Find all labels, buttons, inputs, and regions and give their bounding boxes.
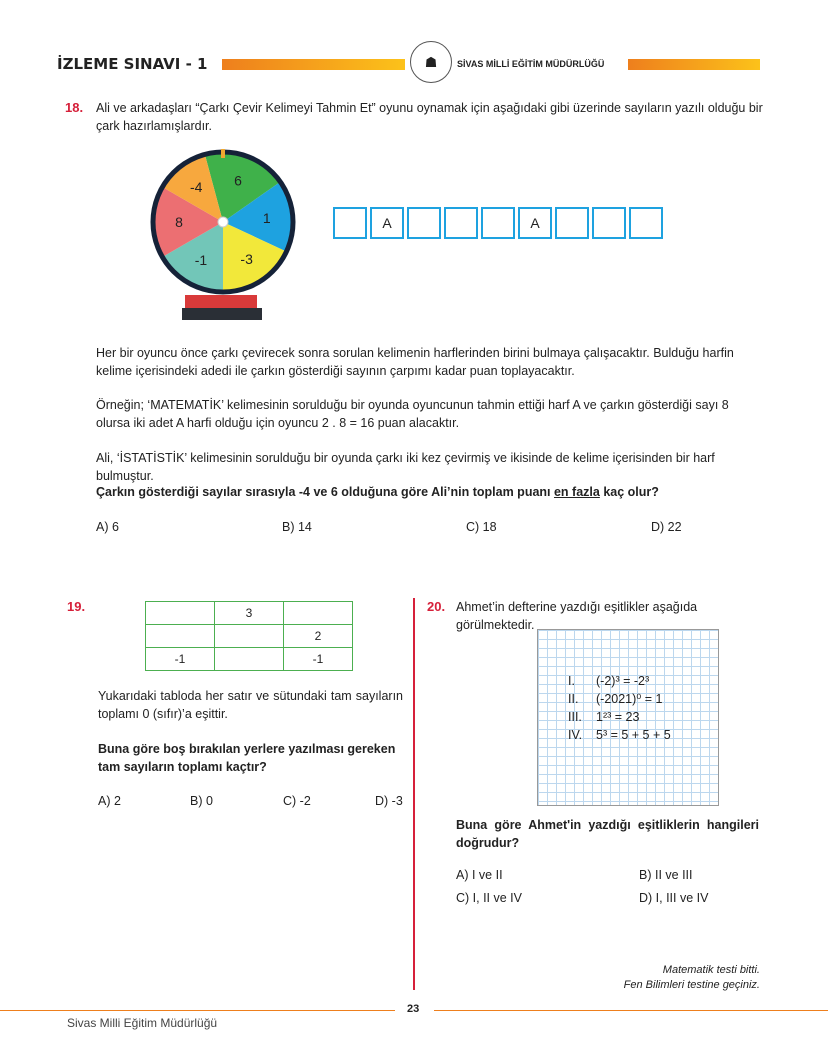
letter-box — [629, 207, 663, 239]
q20-intro: Ahmet’in defterine yazdığı eşitlikler aşağıda görülmektedir. — [456, 600, 698, 632]
wheel-pointer-icon — [221, 149, 225, 158]
end-note — [624, 963, 760, 993]
question-number: 19. — [67, 599, 86, 614]
q18-question-text: Çarkın gösterdiği sayılar sırasıyla -4 ve 6 olduğuna göre Ali’nin toplam puanı — [96, 485, 554, 499]
letter-box — [444, 207, 478, 239]
wheel-slice-label: 6 — [234, 172, 242, 189]
question-number: 18. — [65, 100, 84, 115]
letter-box — [555, 207, 589, 239]
q19-option-b[interactable]: B) 0 — [190, 794, 213, 808]
header-bar-right — [628, 59, 760, 70]
table-cell — [215, 625, 284, 648]
spinning-wheel — [140, 145, 310, 325]
wheel-slice-label: 8 — [175, 214, 183, 230]
equality-item — [568, 672, 671, 690]
equality-number: III. — [568, 710, 582, 724]
q20-option-c[interactable]: C) I, II ve IV — [456, 891, 522, 905]
equality-number: IV. — [568, 728, 583, 742]
ministry-logo-icon: ☗ — [410, 41, 452, 83]
equality-text: 5³ = 5 + 5 + 5 — [596, 728, 671, 742]
q18-option-c[interactable]: C) 18 — [466, 520, 497, 534]
footer-org: Sivas Milli Eğitim Müdürlüğü — [67, 1016, 218, 1030]
equality-item — [568, 708, 671, 726]
letter-box — [333, 207, 367, 239]
q18-question-end: kaç olur? — [599, 485, 659, 499]
letter-box: A — [518, 207, 552, 239]
letter-box: A — [370, 207, 404, 239]
q18-intro: Ali ve arkadaşları “Çarkı Çevir Kelimeyi Tahmin Et” oyunu oynamak için aşağıdaki gibi üzerinde sayıların yazılı olduğu bir çark hazırlamışlardır. — [96, 101, 763, 133]
footer-line-right — [434, 1010, 828, 1011]
equality-text: (-2)³ = -2³ — [596, 674, 650, 688]
question-number: 20. — [427, 599, 446, 614]
wheel-slice-label: -4 — [189, 179, 203, 196]
wheel-hub — [218, 217, 228, 227]
q18-paragraph-1: Her bir oyuncu önce çarkı çevirecek sonra sorulan kelimenin harflerinden birini bulmaya çalışacaktır. Bulduğu harfin kelime içerisindeki adedi ile çarkın gösterdiği sayının çarpımı kadar puan toplayacaktır. — [96, 346, 734, 378]
end-note-line: Matematik testi bitti. — [662, 964, 760, 976]
number-table — [145, 601, 353, 671]
q18-paragraph-3: Ali, ‘İSTATİSTİK’ kelimesinin sorulduğu bir oyunda çarkı iki kez çevirmiş ve ikisinde de kelime içerisinden bir harf bulmuştur. — [96, 451, 715, 483]
wheel-slice-label: -1 — [194, 252, 208, 269]
letter-box — [481, 207, 515, 239]
q18-option-d[interactable]: D) 22 — [651, 520, 682, 534]
page-number: 23 — [407, 1003, 420, 1015]
q20-option-d[interactable]: D) I, III ve IV — [639, 891, 709, 905]
q19-question: Buna göre boş bırakılan yerlere yazılması gereken tam sayıların toplamı kaçtır? — [98, 742, 396, 774]
equality-item — [568, 690, 671, 708]
wheel-base — [182, 308, 262, 320]
equalities-list — [568, 672, 671, 744]
table-cell: -1 — [146, 648, 215, 671]
q18-question — [96, 483, 766, 501]
q18-option-a[interactable]: A) 6 — [96, 520, 119, 534]
q20-option-b[interactable]: B) II ve III — [639, 868, 693, 882]
q18-option-b[interactable]: B) 14 — [282, 520, 312, 534]
table-cell — [146, 625, 215, 648]
q19-option-a[interactable]: A) 2 — [98, 794, 121, 808]
q20-option-a[interactable]: A) I ve II — [456, 868, 503, 882]
q19-option-d[interactable]: D) -3 — [375, 794, 403, 808]
table-cell: 2 — [284, 625, 353, 648]
q19-text: Yukarıdaki tabloda her satır ve sütundaki tam sayıların toplamı 0 (sıfır)’a eşittir. — [98, 689, 403, 721]
table-cell — [146, 602, 215, 625]
table-cell: -1 — [284, 648, 353, 671]
column-divider — [413, 598, 415, 990]
equality-number: II. — [568, 692, 579, 706]
header-bar-left — [222, 59, 405, 70]
table-cell: 3 — [215, 602, 284, 625]
wheel-slice-label: 1 — [262, 210, 271, 227]
equality-text: 1²³ = 23 — [596, 710, 640, 724]
letter-boxes — [333, 207, 666, 239]
footer-line-left — [0, 1010, 395, 1011]
q20-question: Buna göre Ahmet'in yazdığı eşitliklerin hangileri doğrudur? — [456, 818, 759, 850]
letter-box — [407, 207, 441, 239]
table-cell — [284, 602, 353, 625]
letter-box — [592, 207, 626, 239]
q18-paragraph-2: Örneğin; ‘MATEMATİK’ kelimesinin sorulduğu bir oyunda oyuncunun tahmin ettiği harf A ve çarkın gösterdiği sayı 8 olursa iki adet A harfi olduğu için oyuncu 2 . 8 = 16 puan alacaktır. — [96, 398, 729, 430]
q18-question-emphasis: en fazla — [553, 485, 600, 499]
table-cell — [215, 648, 284, 671]
equality-number: I. — [568, 674, 575, 688]
end-note-line: Fen Bilimleri testine geçiniz. — [623, 979, 760, 991]
equality-item — [568, 726, 671, 744]
wheel-slice-label: -3 — [240, 251, 253, 268]
equality-text: (-2021)⁰ = 1 — [596, 692, 663, 706]
q19-option-c[interactable]: C) -2 — [283, 794, 311, 808]
header-org: SİVAS MİLLİ EĞİTİM MÜDÜRLÜĞÜ — [457, 59, 605, 69]
exam-title: İZLEME SINAVI - 1 — [57, 55, 208, 73]
